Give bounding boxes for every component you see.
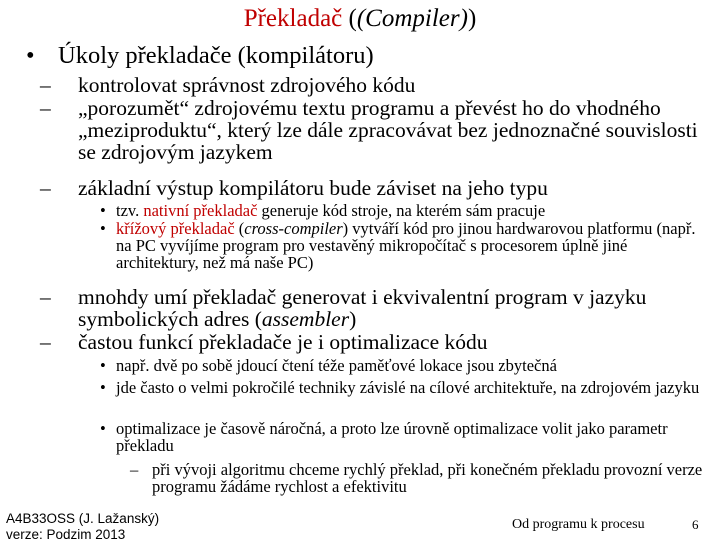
dash-marker: – xyxy=(40,96,51,120)
bullet-marker: • xyxy=(100,378,106,397)
bullet-marker: • xyxy=(26,42,35,69)
list-item-text: kontrolovat správnost zdrojového kódu xyxy=(78,73,416,97)
list-item-text: základní výstup kompilátoru bude záviset na jeho typu xyxy=(78,176,548,200)
list-item-optimization xyxy=(40,331,710,353)
bullet-marker: • xyxy=(100,201,106,220)
bullet-marker: • xyxy=(100,356,106,375)
sub-item-text: optimalizace je časově náročná, a proto lze úrovně optimalizace volit jako parametr překladu xyxy=(116,419,668,455)
bullet-marker: • xyxy=(100,219,106,238)
slide-title xyxy=(0,4,720,34)
footer-course-info xyxy=(6,511,159,543)
term-cross-compiler: křížový překladač xyxy=(116,219,235,238)
section-heading-text: Úkoly překladače (kompilátoru) xyxy=(58,42,374,69)
page-number: 6 xyxy=(692,517,699,532)
title-subtitle-italic: (Compiler) xyxy=(356,5,468,32)
list-item-text: častou funkcí překladače je i optimalizace kódu xyxy=(78,330,488,354)
dash-marker: – xyxy=(40,330,51,354)
sub-item-text: tzv. nativní překladač generuje kód stroje, na kterém sám pracuje xyxy=(116,201,546,220)
list-item-text: mnohdy umí překladač generovat i ekvivalentní program v jazyku symbolických adres (assembler) xyxy=(78,285,647,331)
dash-marker: – xyxy=(40,73,51,97)
footer-section-title: Od programu k procesu xyxy=(512,517,645,532)
footer-version: verze: Podzim 2013 xyxy=(6,527,126,542)
sub-item-text: např. dvě po sobě jdoucí čtení téže paměťové lokace jsou zbytečná xyxy=(116,356,557,375)
list-item-understand xyxy=(40,97,710,163)
title-main: Překladač xyxy=(243,5,343,32)
term-native-compiler: nativní překladač xyxy=(143,201,258,220)
sub-item-text: křížový překladač (cross-compiler) vytváří kód pro jinou hardwarovou platformu (např. na PC vyvíjíme program pro vestavěný mikropočítač s procesorem úplně jiné architektury, než má naše PC) xyxy=(116,219,696,272)
sub-item-text: jde často o velmi pokročilé techniky závislé na cílové architektuře, na zdrojovém jazyku xyxy=(116,378,700,397)
footer-course: A4B33OSS (J. Lažanský) xyxy=(6,511,160,526)
sub-item-advanced-techniques xyxy=(100,379,712,396)
list-item-check xyxy=(40,74,710,96)
bullet-marker: • xyxy=(100,419,106,438)
dash-marker: – xyxy=(40,176,51,200)
sub-sub-item-fast-compile xyxy=(130,461,712,495)
sub-item-cross xyxy=(100,220,712,271)
sub-item-native xyxy=(100,202,712,219)
sub-sub-item-text: při vývoji algoritmu chceme rychlý překlad, při konečném překladu provozní verze programu žádáme rychlost a efektivitu xyxy=(152,460,703,496)
sub-item-redundant-reads xyxy=(100,357,712,374)
title-subtitle: ((Compiler)) xyxy=(348,5,477,32)
dash-marker: – xyxy=(40,285,51,309)
list-item-output xyxy=(40,177,710,199)
list-item-text: „porozumět“ zdrojovému textu programu a převést ho do vhodného „meziproduktu“, který lze dále zpracovávat bez jednoznačné souvislosti se zdrojovým jazykem xyxy=(78,96,698,164)
sub-item-optimization-levels xyxy=(100,420,712,454)
list-item-assembler xyxy=(40,286,710,330)
dash-marker: – xyxy=(130,460,139,479)
